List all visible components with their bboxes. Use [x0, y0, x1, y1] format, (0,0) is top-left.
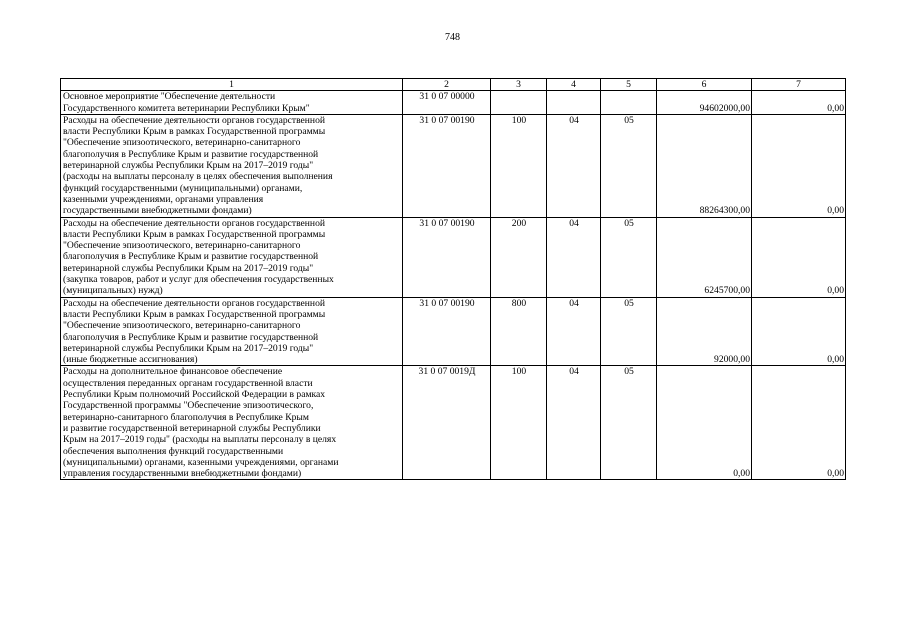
table-row [61, 366, 846, 480]
subsection-code: 05 [601, 297, 657, 366]
section-code [547, 91, 601, 115]
column-header: 2 [403, 79, 491, 91]
column-header: 1 [61, 79, 403, 91]
program-code: 31 0 07 00190 [403, 297, 491, 366]
page-number: 748 [445, 32, 460, 43]
column-header: 7 [752, 79, 846, 91]
amount-column-7: 0,00 [752, 297, 846, 366]
table-row [61, 91, 846, 115]
column-header: 6 [657, 79, 752, 91]
expense-type: 100 [491, 366, 547, 480]
amount-column-6: 88264300,00 [657, 114, 752, 217]
expense-type: 200 [491, 217, 547, 297]
row-description: Расходы на обеспечение деятельности органов государственной власти Республики Крым в рамках Государственной программы "Обеспечение эпизоотического, ветеринарно-санитарного благополучия в Республике Крым и развитие государственной ветеринарной службы Республики Крым на 2017–2019 годы" (иные бюджетные ассигнования) [61, 297, 403, 366]
program-code: 31 0 07 00190 [403, 114, 491, 217]
table-row [61, 297, 846, 366]
amount-column-7: 0,00 [752, 366, 846, 480]
expense-type: 800 [491, 297, 547, 366]
row-description: Расходы на обеспечение деятельности органов государственной власти Республики Крым в рамках Государственной программы "Обеспечение эпизоотического, ветеринарно-санитарного благополучия в Республике Крым и развитие государственной ветеринарной службы Республики Крым на 2017–2019 годы" (закупка товаров, работ и услуг для обеспечения государственных (муниципальных) нужд) [61, 217, 403, 297]
column-header: 4 [547, 79, 601, 91]
program-code: 31 0 07 00000 [403, 91, 491, 115]
subsection-code: 05 [601, 114, 657, 217]
amount-column-6: 0,00 [657, 366, 752, 480]
subsection-code [601, 91, 657, 115]
table-row [61, 114, 846, 217]
amount-column-7: 0,00 [752, 217, 846, 297]
column-header: 3 [491, 79, 547, 91]
program-code: 31 0 07 0019Д [403, 366, 491, 480]
section-code: 04 [547, 366, 601, 480]
expense-type [491, 91, 547, 115]
table-header-row [61, 79, 846, 91]
section-code: 04 [547, 217, 601, 297]
column-header: 5 [601, 79, 657, 91]
section-code: 04 [547, 114, 601, 217]
amount-column-6: 6245700,00 [657, 217, 752, 297]
section-code: 04 [547, 297, 601, 366]
table-row [61, 217, 846, 297]
amount-column-7: 0,00 [752, 114, 846, 217]
budget-table [60, 78, 846, 480]
subsection-code: 05 [601, 366, 657, 480]
row-description: Основное мероприятие "Обеспечение деятельности Государственного комитета ветеринарии Республики Крым" [61, 91, 403, 115]
amount-column-7: 0,00 [752, 91, 846, 115]
row-description: Расходы на дополнительное финансовое обеспечение осуществления переданных органам государственной власти Республики Крым полномочий Российской Федерации в рамках Государственной программы "Обеспечение эпизоотического, ветеринарно-санитарного благополучия в Республике Крым и развитие государственной ветеринарной службы Республики Крым на 2017–2019 годы" (расходы на выплаты персоналу в целях обеспечения выполнения функций государственными (муниципальными) органами, казенными учреждениями, органами управления государственными внебюджетными фондами) [61, 366, 403, 480]
amount-column-6: 94602000,00 [657, 91, 752, 115]
amount-column-6: 92000,00 [657, 297, 752, 366]
expense-type: 100 [491, 114, 547, 217]
program-code: 31 0 07 00190 [403, 217, 491, 297]
subsection-code: 05 [601, 217, 657, 297]
row-description: Расходы на обеспечение деятельности органов государственной власти Республики Крым в рамках Государственной программы "Обеспечение эпизоотического, ветеринарно-санитарного благополучия в Республике Крым и развитие государственной ветеринарной службы Республики Крым на 2017–2019 годы" (расходы на выплаты персоналу в целях обеспечения выполнения функций государственными (муниципальными) органами, казенными учреждениями, органами управления государственными внебюджетными фондами) [61, 114, 403, 217]
